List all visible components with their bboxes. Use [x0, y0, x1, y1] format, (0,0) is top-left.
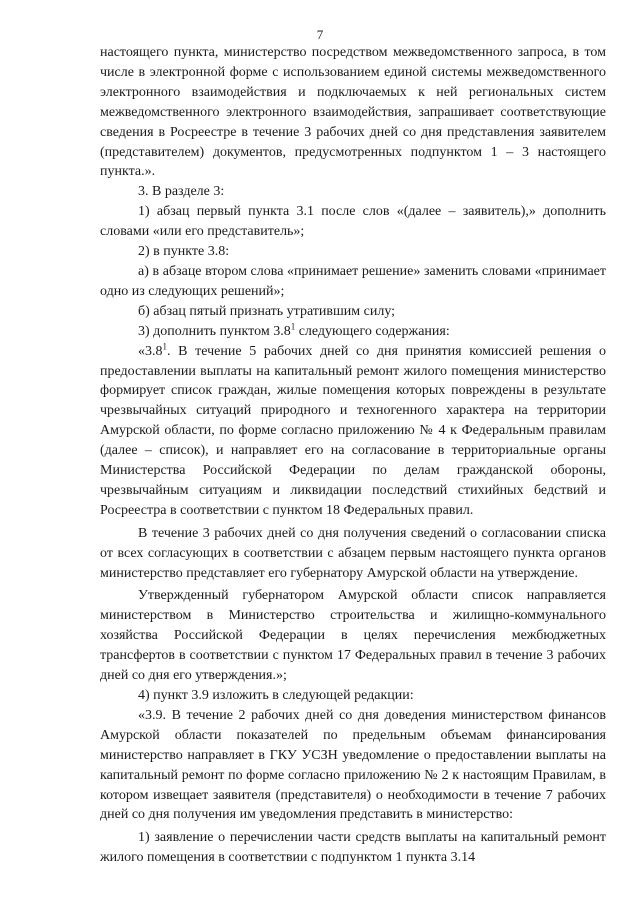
paragraph-clause-3-9: «3.9. В течение 2 рабочих дней со дня доведения министерством финансов Амурской области показателей по предельным объемам финансирования министерство направляет в ГКУ УСЗН уведомление о предоставлении выплаты на капитальный ремонт по форме согласно приложению № 2 к настоящим Правилам, в котором извещает заявителя (представителя) о необходимости в течение 7 рабочих дней со дня получения им уведомления представить в министерство: — [100, 707, 606, 823]
paragraph-subitem-1: 1) заявление о перечислении части средств выплаты на капитальный ремонт жилого помещения в соответствии с подпунктом 1 пункта 3.14 — [100, 830, 606, 866]
superscript: 1 — [162, 340, 167, 351]
paragraph-item-1: 1) абзац первый пункта 3.1 после слов «(далее – заявитель),» дополнить словами «или его представитель»; — [100, 204, 606, 240]
page-number: 7 — [316, 27, 324, 42]
paragraph-clause-3-8-1 — [100, 342, 606, 521]
paragraph-approval: В течение 3 рабочих дней со дня получения сведений о согласовании списка от всех согласующих в соответствии с абзацем первым настоящего пункта органов министерство представляет его губернатору Амурской области на утверждение. — [100, 525, 606, 581]
paragraph-continuation: настоящего пункта, министерство посредством межведомственного запроса, в том числе в электронной форме с использованием единой системы межведомственного электронного взаимодействия и подключаемых к ней региональных систем межведомственного электронного взаимодействия, запрашивает соответствующие сведения в Росреестре в течение 3 рабочих дней со дня представления заявителем (представителем) документов, предусмотренных подпунктом 1 – 3 настоящего пункта.». — [100, 45, 606, 180]
superscript: 1 — [290, 321, 296, 332]
clause-text: . В течение 5 рабочих дней со дня принятия комиссией решения о предоставлении выплаты на капитальный ремонт жилого помещения министерство формирует список граждан, жилые помещения которых повреждены в результате чрезвычайных ситуаций природного и техногенного характера на территории Амурской области, по форме согласно приложению № 4 к Федеральным правилам (далее – список), и направляет его на согласование в территориальные органы Министерства Российской Федерации по делам гражданской обороны, чрезвычайным ситуациям и ликвидации последствий стихийных бедствий и Росреестра в соответствии с пунктом 18 Федеральных правил. — [100, 343, 606, 518]
document-body — [100, 43, 606, 868]
paragraph-item-2a: а) в абзаце втором слова «принимает решение» заменить словами «принимает одно из следующих решений»; — [100, 263, 606, 299]
paragraph-item-3 — [100, 322, 606, 342]
paragraph-item-2: 2) в пункте 3.8: — [138, 244, 230, 260]
paragraph-section-3: 3. В разделе 3: — [138, 184, 225, 200]
paragraph-item-3-text: 3) дополнить пунктом 3.8 — [138, 323, 291, 339]
paragraph-item-2b: б) абзац пятый признать утратившим силу; — [138, 303, 396, 319]
paragraph-approved-list: Утвержденный губернатором Амурской области список направляется министерством в Министерство строительства и жилищно-коммунального хозяйства Российской Федерации в целях перечисления межбюджетных трансфертов в соответствии с пунктом 17 Федеральных правил в течение 3 рабочих дней со дня его утверждения.»; — [100, 588, 606, 684]
clause-number: «3.8 — [138, 343, 163, 359]
paragraph-item-4: 4) пункт 3.9 изложить в следующей редакции: — [138, 688, 414, 703]
paragraph-item-3-tail: следующего содержания: — [295, 323, 450, 339]
